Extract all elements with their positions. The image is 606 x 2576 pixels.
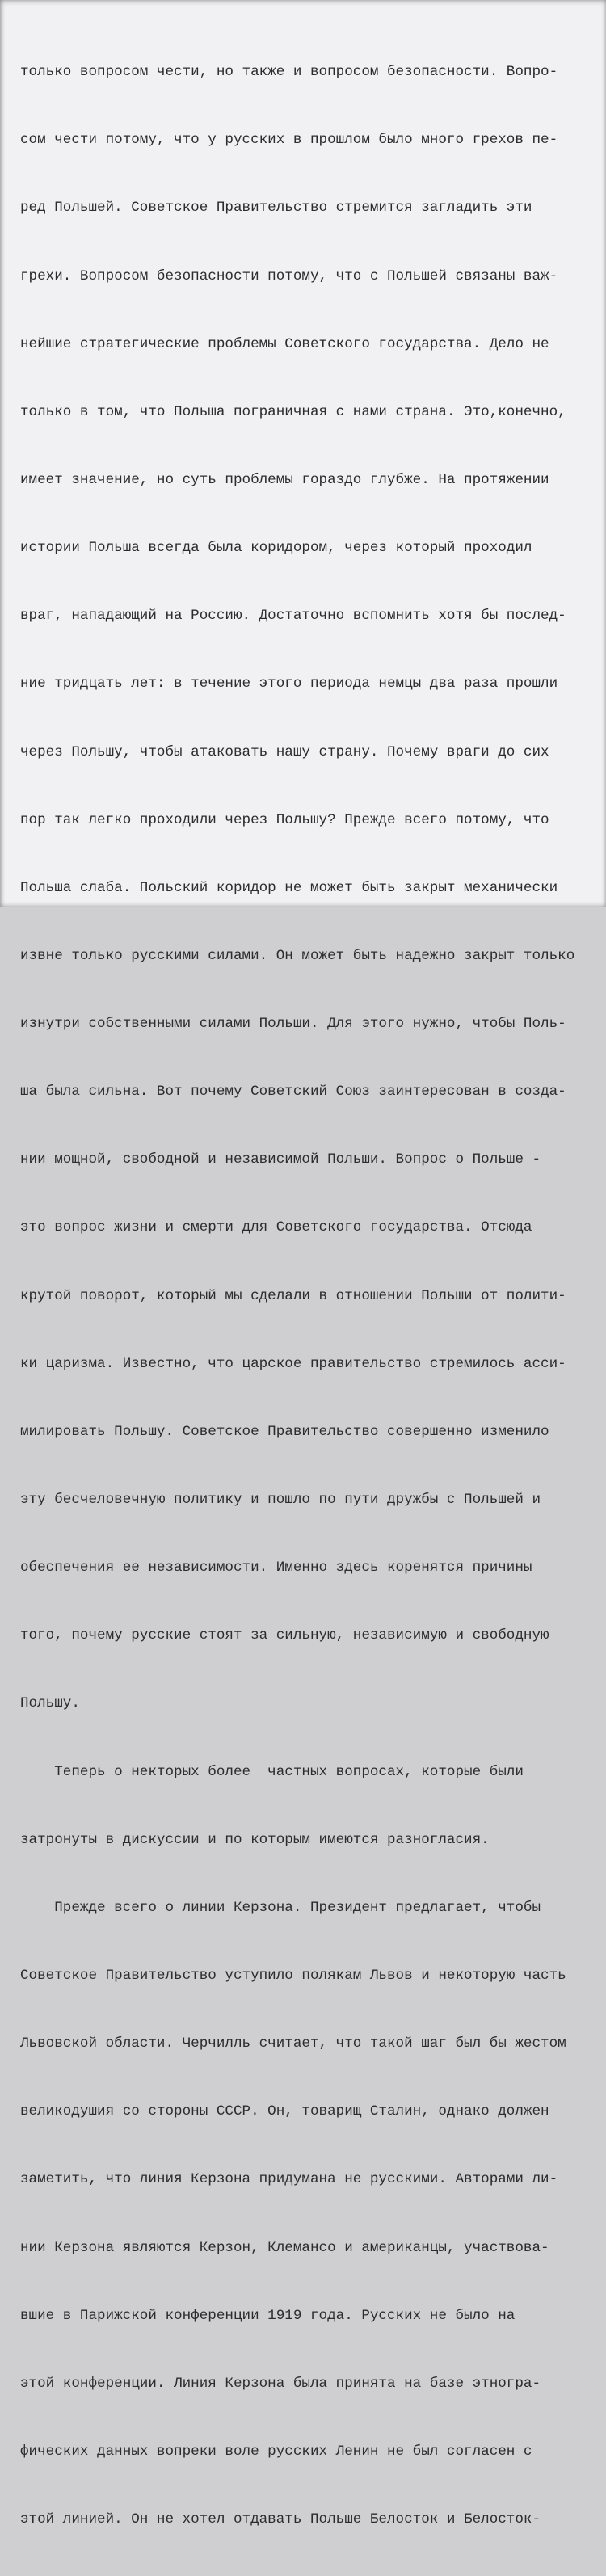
- text-line: затронуты в дискуссии и по которым имеются разногласия.: [20, 1831, 490, 1848]
- text-line: Польшу.: [20, 1695, 80, 1712]
- text-line: через Польшу, чтобы атаковать нашу страну. Почему враги до сих: [20, 743, 549, 760]
- paragraph-start-line: Прежде всего о линии Керзона. Президент предлагает, чтобы: [20, 1899, 541, 1916]
- text-line: истории Польша всегда была коридором, через который проходил: [20, 540, 532, 557]
- text-line: нии Керзона являются Керзон, Клемансо и американцы, участвова-: [20, 2239, 549, 2256]
- text-line: изнутри собственными силами Польши. Для этого нужно, чтобы Поль-: [20, 1016, 566, 1033]
- text-line: только вопросом чести, но также и вопросом безопасности. Вопро-: [20, 64, 558, 81]
- paragraph-start-line: Теперь о некторых более частных вопросах, которые были: [20, 1763, 524, 1780]
- text-line: эту бесчеловечную политику и пошло по пути дружбы с Польшей и: [20, 1492, 541, 1509]
- text-line: Львовской области. Черчилль считает, что такой шаг был бы жестом: [20, 2035, 566, 2052]
- text-line: Советское Правительство уступило полякам Львов и некоторую часть: [20, 1968, 566, 1985]
- text-line: сом чести потому, что у русских в прошлом было много грехов пе-: [20, 132, 558, 149]
- text-line: фических данных вопреки воле русских Ленин не был согласен с: [20, 2443, 532, 2460]
- text-line: это вопрос жизни и смерти для Советского государства. Отсюда: [20, 1219, 532, 1236]
- text-line: того, почему русские стоят за сильную, независимую и свободную: [20, 1627, 549, 1644]
- text-line: нии мощной, свободной и независимой Польши. Вопрос о Польше -: [20, 1151, 541, 1168]
- text-line: этой линией. Он не хотел отдавать Польше Белосток и Белосток-: [20, 2511, 541, 2528]
- text-line: ша была сильна. Вот почему Советский Союз заинтересован в созда-: [20, 1084, 566, 1101]
- text-line: нейшие стратегические проблемы Советского государства. Дело не: [20, 335, 549, 352]
- text-line: крутой поворот, который мы сделали в отношении Польши от полити-: [20, 1287, 566, 1304]
- text-line: великодушия со стороны СССР. Он, товарищ Сталин, однако должен: [20, 2103, 549, 2120]
- text-line: обеспечения ее независимости. Именно здесь коренятся причины: [20, 1559, 532, 1576]
- text-line: вшие в Парижской конференции 1919 года. Русских не было на: [20, 2307, 516, 2324]
- text-line: милировать Польшу. Советское Правительство совершенно изменило: [20, 1423, 549, 1440]
- text-line: заметить, что линия Керзона придумана не русскими. Авторами ли-: [20, 2171, 558, 2188]
- text-line: грехи. Вопросом безопасности потому, что с Польшей связаны важ-: [20, 267, 558, 284]
- text-line: извне только русскими силами. Он может быть надежно закрыт только: [20, 947, 575, 964]
- text-line: пор так легко проходили через Польшу? Прежде всего потому, что: [20, 811, 549, 828]
- text-line: имеет значение, но суть проблемы гораздо глубже. На протяжении: [20, 471, 549, 488]
- typewritten-text: [20, 15, 574, 2576]
- text-line: ред Польшей. Советское Правительство стремится загладить эти: [20, 200, 532, 217]
- text-line: ние тридцать лет: в течение этого периода немцы два раза прошли: [20, 676, 558, 692]
- text-line: ки царизма. Известно, что царское правительство стремилось асси-: [20, 1355, 566, 1372]
- text-line: этой конференции. Линия Керзона была принята на базе этногра-: [20, 2375, 541, 2392]
- text-line: только в том, что Польша пограничная с нами страна. Это,конечно,: [20, 403, 566, 420]
- text-line: враг, нападающий на Россию. Достаточно вспомнить хотя бы послед-: [20, 608, 566, 625]
- text-line: Польша слаба. Польский коридор не может быть закрыт механически: [20, 879, 558, 896]
